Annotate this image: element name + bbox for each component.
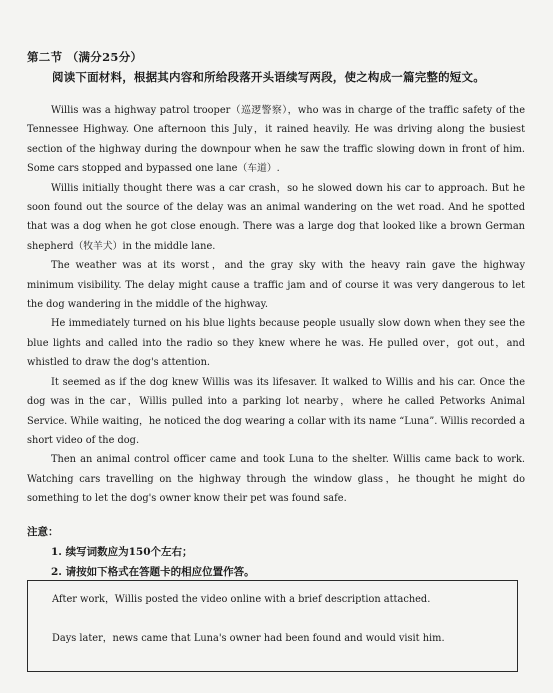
notes-heading: 注意： — [27, 526, 59, 538]
passage-paragraph-2: Willis initially thought there was a car crash，so he slowed down his car to approach. But he soon found out the source of the delay was an animal wandering on the wet road. And he spotted that was a dog when he got close enough. There was a large dog that looked like a brown German shepherd（牧羊犬）in the middle lane. — [27, 182, 525, 252]
answer-format-box — [27, 580, 518, 672]
passage-paragraph-3: The weather was at its worst，and the gray sky with the heavy rain gave the highway minimum visibility. The delay might cause a traffic jam and of course it was very dangerous to let the dog wandering in the middle of the highway. — [27, 260, 525, 311]
passage-paragraph-1: Willis was a highway patrol trooper（巡逻警察），who was in charge of the traffic safety of the Tennessee Highway. One afternoon this July，it rained heavily. He was driving along the busiest section of the highway during the downpour when he saw the traffic slowing down in front of him. Some cars stopped and bypassed one lane（车道）. — [27, 105, 525, 175]
paragraph-2-opening: Days later，news came that Luna's owner had been found and would visit him. — [52, 633, 445, 644]
passage-paragraph-5: It seemed as if the dog knew Willis was its lifesaver. It walked to Willis and his car. Once the dog was in the car，Willis pulled into a parking lot nearby，where he called Petworks Animal Service. While waiting，he noticed the dog wearing a collar with its name “Luna”. Willis recorded a short video of the dog. — [27, 376, 525, 446]
paragraph-1-opening: After work，Willis posted the video online with a brief description attached. — [52, 594, 431, 605]
section-instruction: 阅读下面材料，根据其内容和所给段落开头语续写两段，使之构成一篇完整的短文。 — [52, 70, 485, 84]
reading-passage — [27, 101, 525, 509]
note-item-1: 1. 续写词数应为150个左右； — [51, 546, 193, 558]
note-item-2: 2. 请按如下格式在答题卡的相应位置作答。 — [51, 566, 255, 578]
section-title: 第二节 （满分25分） — [27, 50, 143, 64]
notes-section — [27, 522, 527, 582]
passage-paragraph-4: He immediately turned on his blue lights because people usually slow down when they see the blue lights and called into the radio so they knew where he was. He pulled over，got out，and whistled to draw the dog's attention. — [27, 318, 525, 369]
passage-paragraph-6: Then an animal control officer came and took Luna to the shelter. Willis came back to work. Watching cars travelling on the highway through the window glass，he thought he might do something to let the dog's owner know their pet was found safe. — [27, 454, 525, 505]
